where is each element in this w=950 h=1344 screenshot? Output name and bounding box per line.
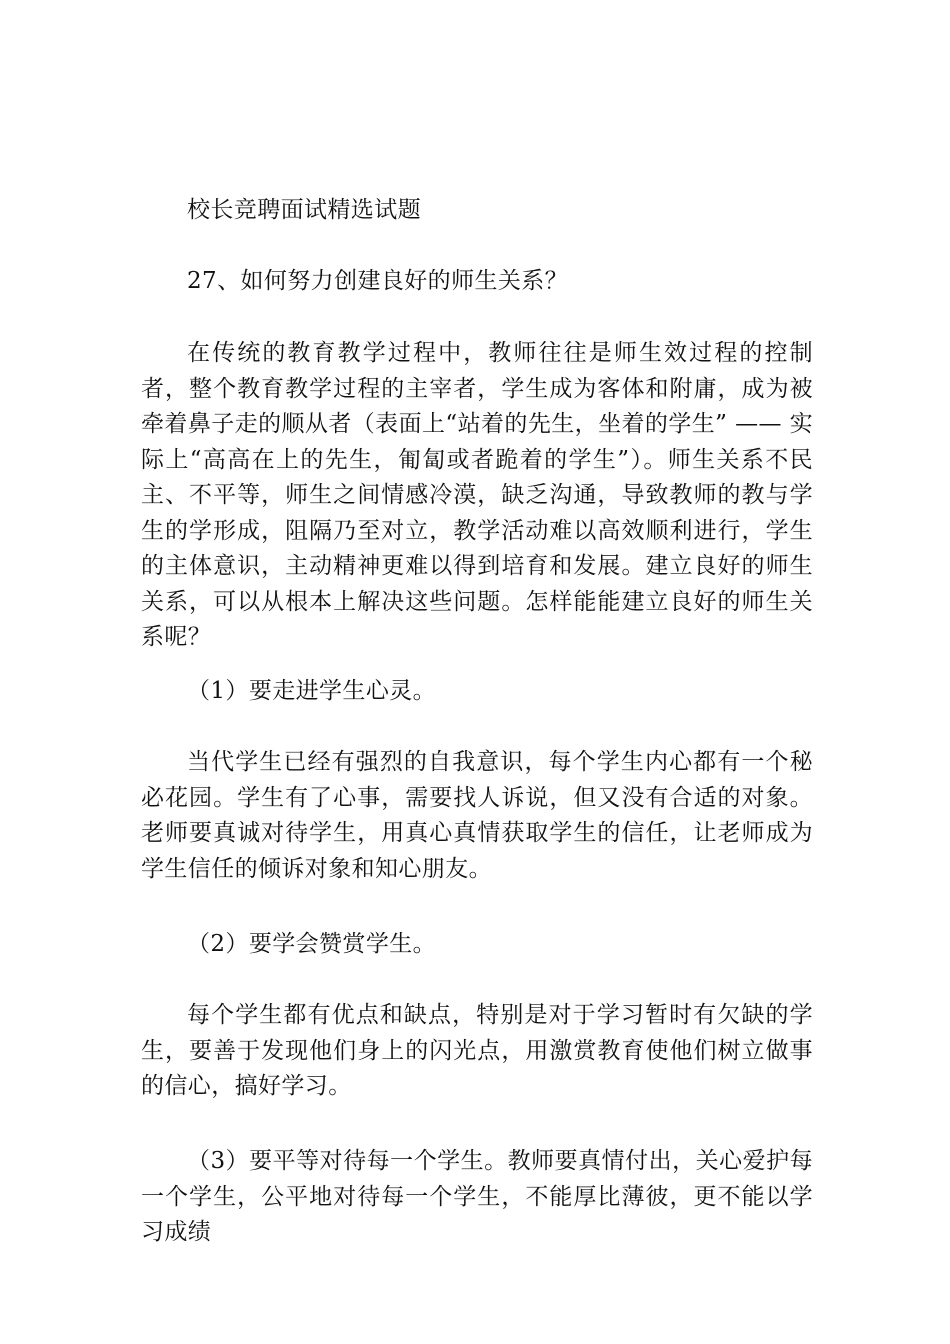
point-3-paragraph: （3）要平等对待每一个学生。教师要真情付出，关心爱护每一个学生，公平地对待每一个学生，不能厚比薄彼，更不能以学习成绩 [141, 1148, 813, 1245]
document-title: 校长竞聘面试精选试题 [187, 197, 421, 223]
question-heading: 27、如何努力创建良好的师生关系？ [187, 268, 569, 294]
intro-paragraph: 在传统的教育教学过程中，教师往往是师生效过程的控制者，整个教育教学过程的主宰者，学生成为客体和附庸，成为被牵着鼻子走的顺从者（表面上“站着的先生，坐着的学生” —— 实际上“高高在上的先生，匍匐或者跪着的学生”）。师生关系不民主、不平等，师生之间情感冷漠，缺乏沟通，导致教师的教与学生的学形成，阻隔乃至对立，教学活动难以高效顺利进行，学生的主体意识，主动精神更难以得到培育和发展。建立良好的师生关系，可以从根本上解决这些问题。怎样能能建立良好的师生关系呢？ [141, 340, 813, 650]
point-2-paragraph: 每个学生都有优点和缺点，特别是对于学习暂时有欠缺的学生，要善于发现他们身上的闪光点，用激赏教育使他们树立做事的信心，搞好学习。 [141, 1002, 813, 1099]
point-1-heading: （1）要走进学生心灵。 [187, 678, 437, 704]
point-1-paragraph: 当代学生已经有强烈的自我意识，每个学生内心都有一个秘必花园。学生有了心事，需要找人诉说，但又没有合适的对象。老师要真诚对待学生，用真心真情获取学生的信任，让老师成为学生信任的倾诉对象和知心朋友。 [141, 749, 813, 882]
point-2-heading: （2）要学会赞赏学生。 [187, 931, 437, 957]
